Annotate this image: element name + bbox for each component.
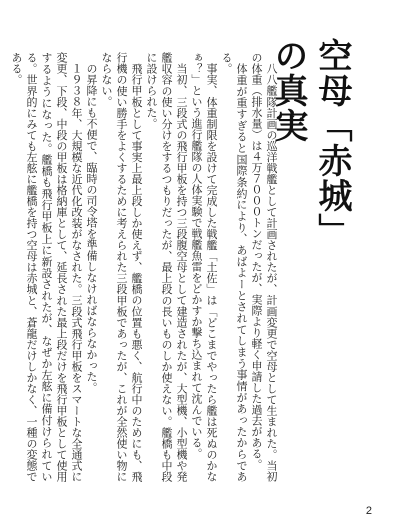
paragraph: 体重が重すぎると国際条約により、あばよーとされてしまう事情があったからである。: [220, 52, 248, 482]
page-title: 空母「赤城」の真実: [268, 38, 352, 248]
paragraph: 事実、体重制限を設けて完成した戦艦「土佐」は「どこまでやったら艦は死ぬのかなぁ？」という進行艦隊の人体実験で戦艦魚雷をどかすか撃ち込まれて沈んでいる。: [190, 52, 218, 483]
paragraph: 八八艦隊計画の巡洋戦艦として計画されたが、計画変更で空母として生まれた。当初の体重（排水量）は４万７０００トンだったが、実際より軽く申請した過去がある。: [250, 52, 278, 483]
body-text: [10, 52, 279, 483]
paragraph: の昇降にも不便で、臨時の司令塔を準備しなければならなかった。: [85, 63, 98, 393]
paragraph: １９３８年、大規模な近代化改装がなされた。三段式飛行甲板をスマートな全通式に変更、下段、中段の甲板は格納庫として、延長された最上段だけを飛行甲板として使用するようになった。艦橋も飛行甲板上に新設されたが、なぜか左舷に備付けられている。世界的にみても左舷に艦橋を持つ空母は赤城と、蒼龍だけしかなく、一種の変態である。: [10, 52, 83, 482]
paragraph: 当初、三段式の飛行甲板を持つ三段腹空母として建造されたが、大型機、小型機や発艦収容の使い分けをするつもりだったが、最上段の長いものしか使えない。艦橋も中段に設けられた。: [145, 52, 188, 482]
paragraph: 飛行甲板として事実上最上段しか使えず、艦橋の位置も悪く、航行中のためにも、飛行機の使い勝手をよくするために考えられた三段甲板であったが、これが全然使い物にならない。: [100, 52, 143, 483]
page-number: 2: [365, 505, 372, 517]
